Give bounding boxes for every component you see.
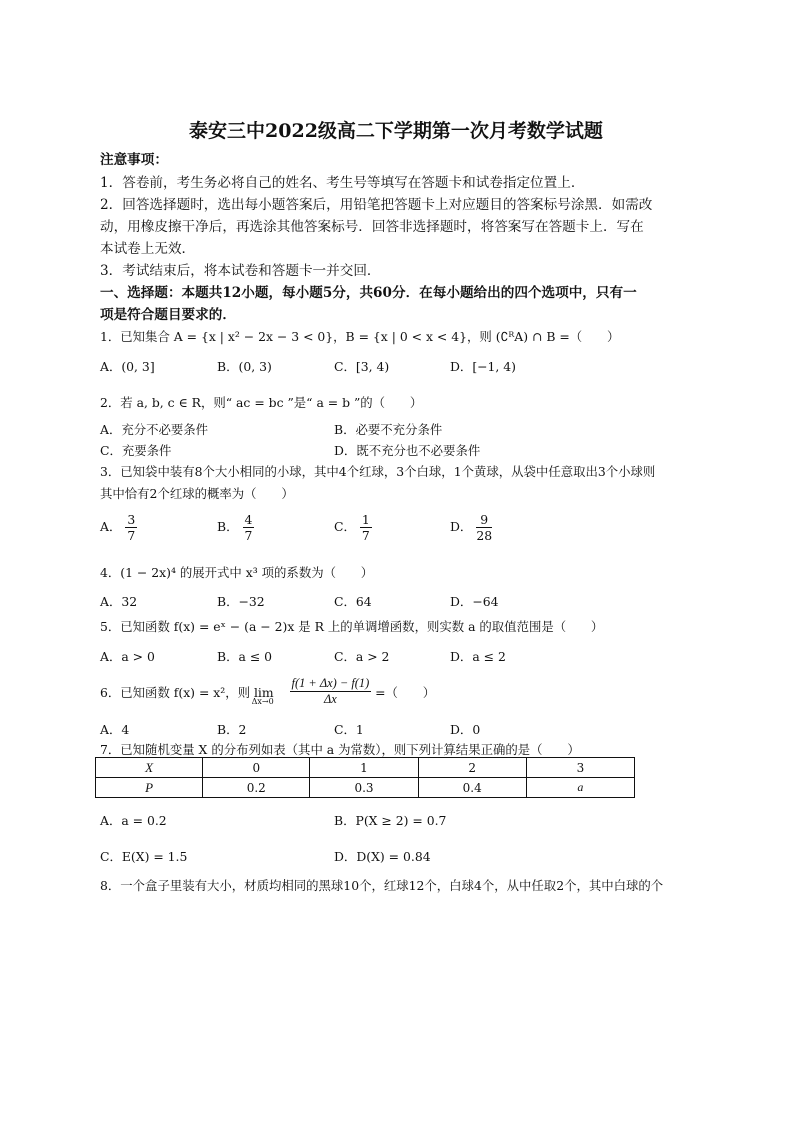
q7-option-b: B．P(X ≥ 2) = 0.7 [334,813,447,828]
q6-option-c: C．1 [334,722,364,737]
q6-option-a: A．4 [100,722,130,737]
option-label: C． [334,519,356,534]
notice-text: 2．回答选择题时，选出每小题答案后，用铅笔把答题卡上对应题目的答案标号涂黑．如需改 [100,197,653,213]
table-cell: a [526,778,634,798]
q5-option-d: D．a ≤ 2 [450,649,506,664]
notice-item [100,171,584,191]
question-6-stem [100,676,435,712]
question-3-stem: 3．已知袋中装有8个大小相同的小球，其中4个红球，3个白球，1个黄球，从袋中任意取出3个小球则 [100,464,656,479]
section-heading-cont: 项是符合题目要求的． [100,307,236,323]
table-cell: 0.2 [203,778,310,798]
denominator: 7 [127,528,136,543]
section-heading: 一、选择题：本题共12小题，每小题5分，共60分．在每小题给出的四个选项中，只有一 [100,285,637,301]
q1-option-a: A．(0, 3] [100,359,155,374]
table-cell: X [96,758,203,778]
question-1-stem: 1．已知集合 A = {x | x² − 2x − 3 < 0}，B = {x | 0 < x < 4}，则 (∁ᴿA) ∩ B =（ ） [100,329,620,344]
stem-text: 6．已知函数 f(x) = x²，则 lim [100,684,274,700]
numerator: 1 [361,512,370,527]
table-cell: 0 [203,758,310,778]
numerator: 4 [244,512,253,527]
q3-option-d [450,512,492,543]
table-cell: 0.4 [418,778,526,798]
q5-option-b: B．a ≤ 0 [217,649,273,664]
notice-text: 1．答卷前，考生务必将自己的姓名、考生号等填写在答题卡和试卷指定位置上． [100,175,585,191]
table-row [96,758,635,778]
q1-option-c: C．[3, 4) [334,359,390,374]
q2-option-c: C．充要条件 [100,443,172,458]
denominator: 28 [476,528,493,543]
stem-text: =（ ） [375,684,436,700]
notice-heading: 注意事项： [100,152,168,168]
q2-option-a: A．充分不必要条件 [100,422,209,437]
exam-title: 泰安三中2022级高二下学期第一次月考数学试题 [189,120,603,142]
option-label: A． [100,519,122,534]
q4-option-b: B．−32 [217,594,265,609]
notice-item [100,259,381,279]
q2-option-d: D．既不充分也不必要条件 [334,443,481,458]
q2-option-b: B．必要不充分条件 [334,422,443,437]
denominator: 7 [244,528,253,543]
question-8-stem: 8．一个盒子里装有大小，材质均相同的黑球10个，红球12个，白球4个，从中任取2个，其中白球的个 [100,878,664,893]
denominator: 7 [361,528,370,543]
numerator: 3 [127,512,136,527]
question-5-stem: 5．已知函数 f(x) = eˣ − (a − 2)x 是 R 上的单调增函数，则实数 a 的取值范围是（ ） [100,619,604,634]
table-cell: 2 [418,758,526,778]
limit-fraction [290,676,372,707]
notice-item [100,237,195,257]
question-7-stem: 7．已知随机变量 X 的分布列如表（其中 a 为常数），则下列计算结果正确的是（ ） [100,742,580,757]
q4-option-d: D．−64 [450,594,499,609]
option-label: D． [450,519,473,534]
q5-option-c: C．a > 2 [334,649,390,664]
q3-option-b [217,512,254,543]
fraction [243,512,255,543]
q3-option-c [334,512,372,543]
q6-option-d: D．0 [450,722,481,737]
table-cell: 3 [526,758,634,778]
notice-text: 3．考试结束后，将本试卷和答题卡一并交回． [100,263,381,279]
numerator: f(1 + Δx) − f(1) [291,676,370,690]
q7-option-a: A．a = 0.2 [100,813,167,828]
distribution-table [95,757,635,798]
q1-option-d: D．[−1, 4) [450,359,517,374]
q7-option-c: C．E(X) = 1.5 [100,849,188,864]
limit-subscript: Δx→0 [251,697,274,706]
notice-text: 动，用橡皮擦干净后，再选涂其他答案标号．回答非选择题时，将答案写在答题卡上．写在 [100,219,644,235]
table-cell: P [96,778,203,798]
question-3-stem-cont: 其中恰有2个红球的概率为（ ） [100,486,294,501]
fraction [125,512,137,543]
fraction [360,512,372,543]
q3-option-a [100,512,137,543]
q7-option-d: D．D(X) = 0.84 [334,849,431,864]
q1-option-b: B．(0, 3) [217,359,272,374]
table-row [96,778,635,798]
q4-option-a: A．32 [100,594,138,609]
numerator: 9 [476,512,492,528]
q6-option-b: B．2 [217,722,247,737]
option-label: B． [217,519,239,534]
question-4-stem: 4．(1 − 2x)⁴ 的展开式中 x³ 项的系数为（ ） [100,565,374,580]
fraction [476,512,492,543]
table-cell: 0.3 [310,778,418,798]
denominator: Δx [323,692,337,706]
q4-option-c: C．64 [334,594,372,609]
table-cell: 1 [310,758,418,778]
notice-text: 本试卷上无效． [100,241,196,257]
q5-option-a: A．a > 0 [100,649,155,664]
notice-item [100,215,644,235]
notice-item [100,193,652,213]
question-2-stem: 2．若 a, b, c ∈ R，则“ ac = bc ”是“ a = b ”的（ ） [100,395,423,410]
